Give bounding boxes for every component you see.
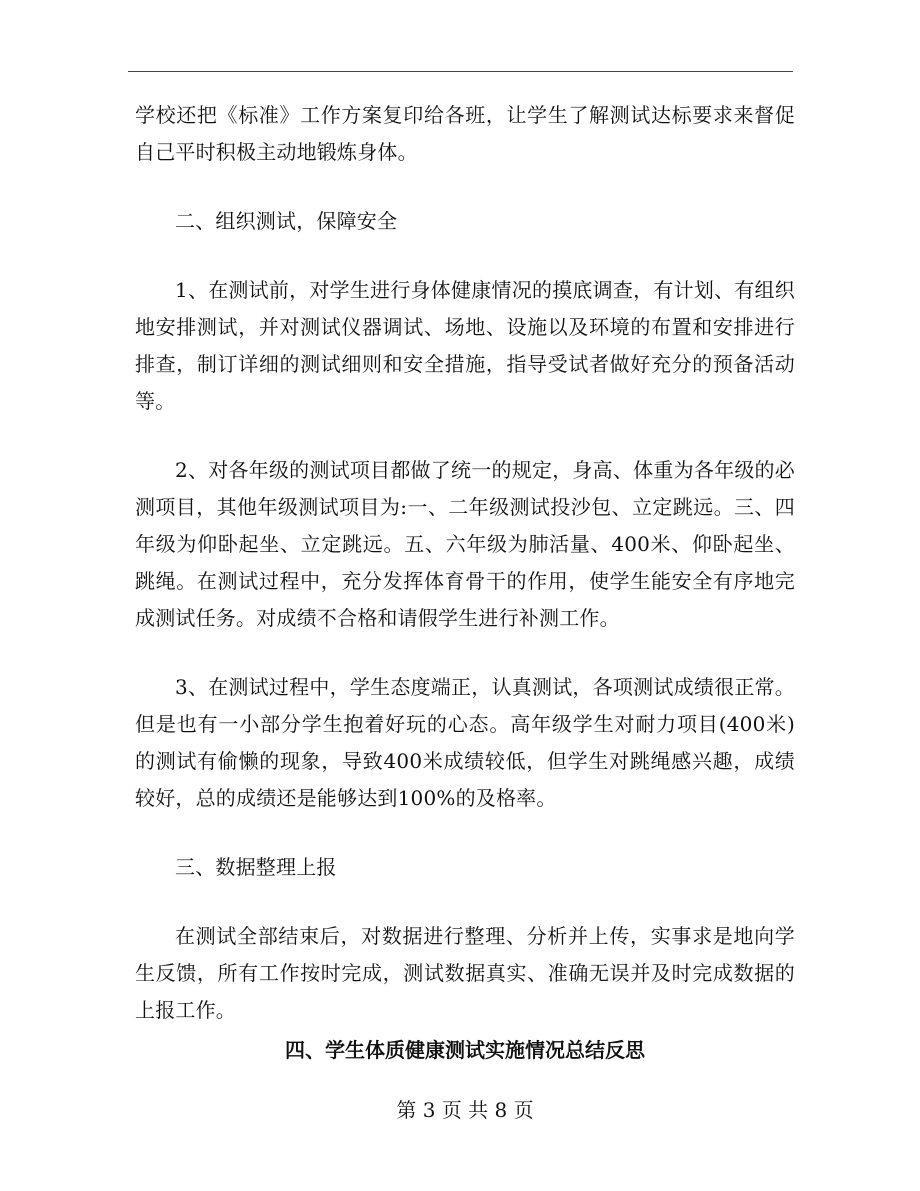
paragraph-item-3: 3、在测试过程中，学生态度端正，认真测试，各项测试成绩很正常。但是也有一小部分学生抱着好玩的心态。高年级学生对耐力项目(400米)的测试有偷懒的现象，导致400米成绩较低，但学生对跳绳感兴趣，成绩较好，总的成绩还是能够达到100%的及格率。 — [135, 675, 795, 810]
header-rule — [128, 71, 793, 72]
paragraph-continuation: 学校还把《标准》工作方案复印给各班，让学生了解测试达标要求来督促自己平时积极主动地锻炼身体。 — [135, 103, 795, 164]
body-text — [135, 97, 795, 1029]
paragraph-data-report: 在测试全部结束后，对数据进行整理、分析并上传，实事求是地向学生反馈，所有工作按时完成，测试数据真实、准确无误并及时完成数据的上报工作。 — [135, 924, 795, 1022]
paragraph-item-1: 1、在测试前，对学生进行身体健康情况的摸底调查，有计划、有组织地安排测试，并对测试仪器调试、场地、设施以及环境的布置和安排进行排查，制订详细的测试细则和安全措施，指导受试者做好充分的预备活动等。 — [135, 278, 795, 413]
heading-data-report: 三、数据整理上报 — [175, 855, 337, 879]
section-title: 四、学生体质健康测试实施情况总结反思 — [285, 1038, 645, 1062]
paragraph-item-2: 2、对各年级的测试项目都做了统一的规定，身高、体重为各年级的必测项目，其他年级测试项目为:一、二年级测试投沙包、立定跳远。三、四年级为仰卧起坐、立定跳远。五、六年级为肺活量、400米、仰卧起坐、跳绳。在测试过程中，充分发挥体育骨干的作用，使学生能安全有序地完成测试任务。对成绩不合格和请假学生进行补测工作。 — [135, 458, 795, 630]
heading-organize-test: 二、组织测试，保障安全 — [175, 209, 398, 233]
page-footer: 第 3 页 共 8 页 — [396, 1098, 534, 1122]
